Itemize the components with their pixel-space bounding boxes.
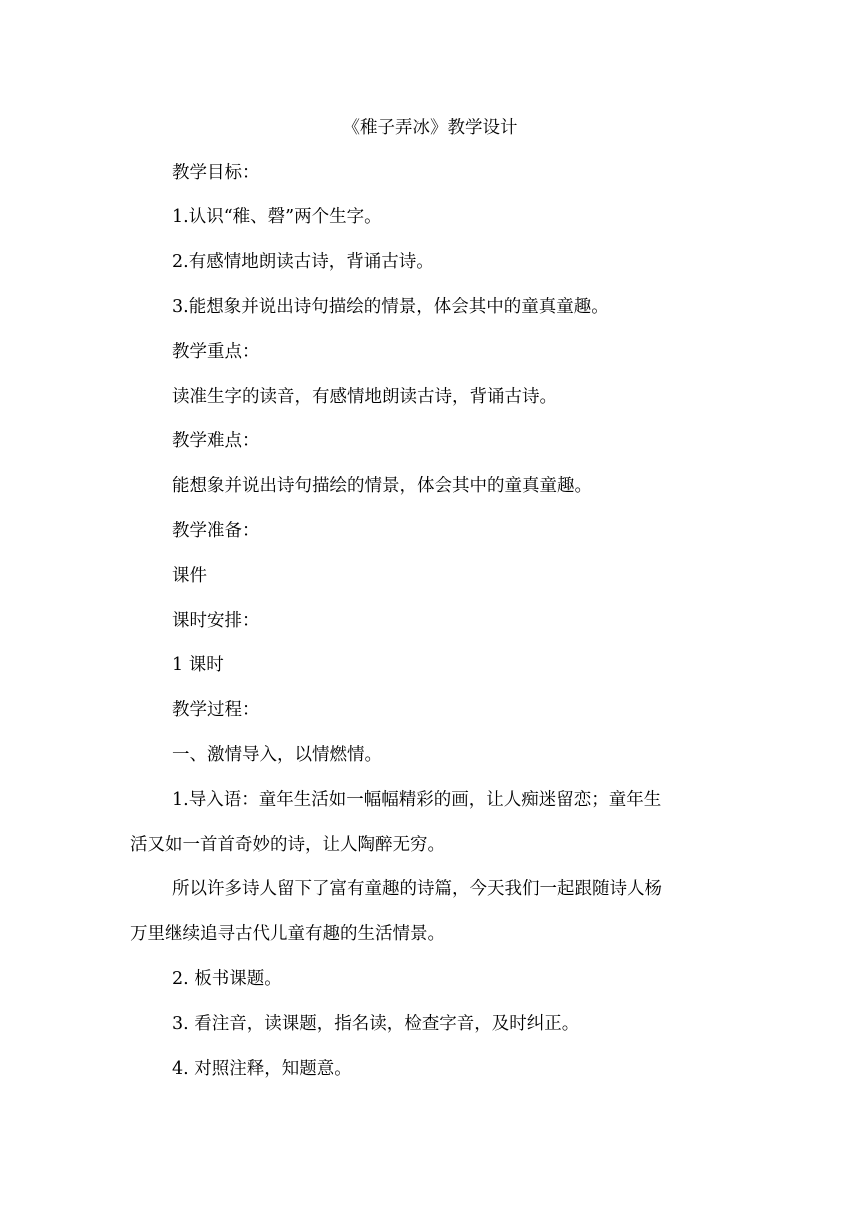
process-section-1: 一、激情导入，以情燃情。 [172,745,382,765]
heading-key-points: 教学重点： [172,342,260,362]
process-paragraph-line-1: 所以许多诗人留下了富有童趣的诗篇，今天我们一起跟随诗人杨 [172,879,662,899]
document-title: 《稚子弄冰》教学设计 [342,118,518,138]
schedule-text: 1 课时 [172,655,224,675]
heading-preparation: 教学准备： [172,521,260,541]
heading-schedule: 课时安排： [172,611,260,631]
process-step-4: 4. 对照注释，知题意。 [172,1059,352,1079]
difficulties-text: 能想象并说出诗句描绘的情景，体会其中的童真童趣。 [172,476,592,496]
goal-item-3: 3.能想象并说出诗句描绘的情景，体会其中的童真童趣。 [172,297,609,317]
goal-item-2: 2.有感情地朗读古诗，背诵古诗。 [172,252,434,272]
process-paragraph-line-2: 万里继续追寻古代儿童有趣的生活情景。 [130,924,445,944]
process-step-1-line-2: 活又如一首首奇妙的诗，让人陶醉无穷。 [130,835,445,855]
goal-item-1: 1.认识“稚、磬”两个生字。 [172,207,382,227]
key-points-text: 读准生字的读音，有感情地朗读古诗，背诵古诗。 [172,387,557,407]
process-step-1-line-1: 1.导入语：童年生活如一幅幅精彩的画，让人痴迷留恋；童年生 [172,790,662,810]
heading-difficulties: 教学难点： [172,431,260,451]
process-step-3: 3. 看注音，读课题，指名读，检查字音，及时纠正。 [172,1014,580,1034]
process-step-2: 2. 板书课题。 [172,969,282,989]
preparation-text: 课件 [172,566,207,586]
heading-process: 教学过程： [172,700,260,720]
heading-teaching-goals: 教学目标： [172,163,260,183]
